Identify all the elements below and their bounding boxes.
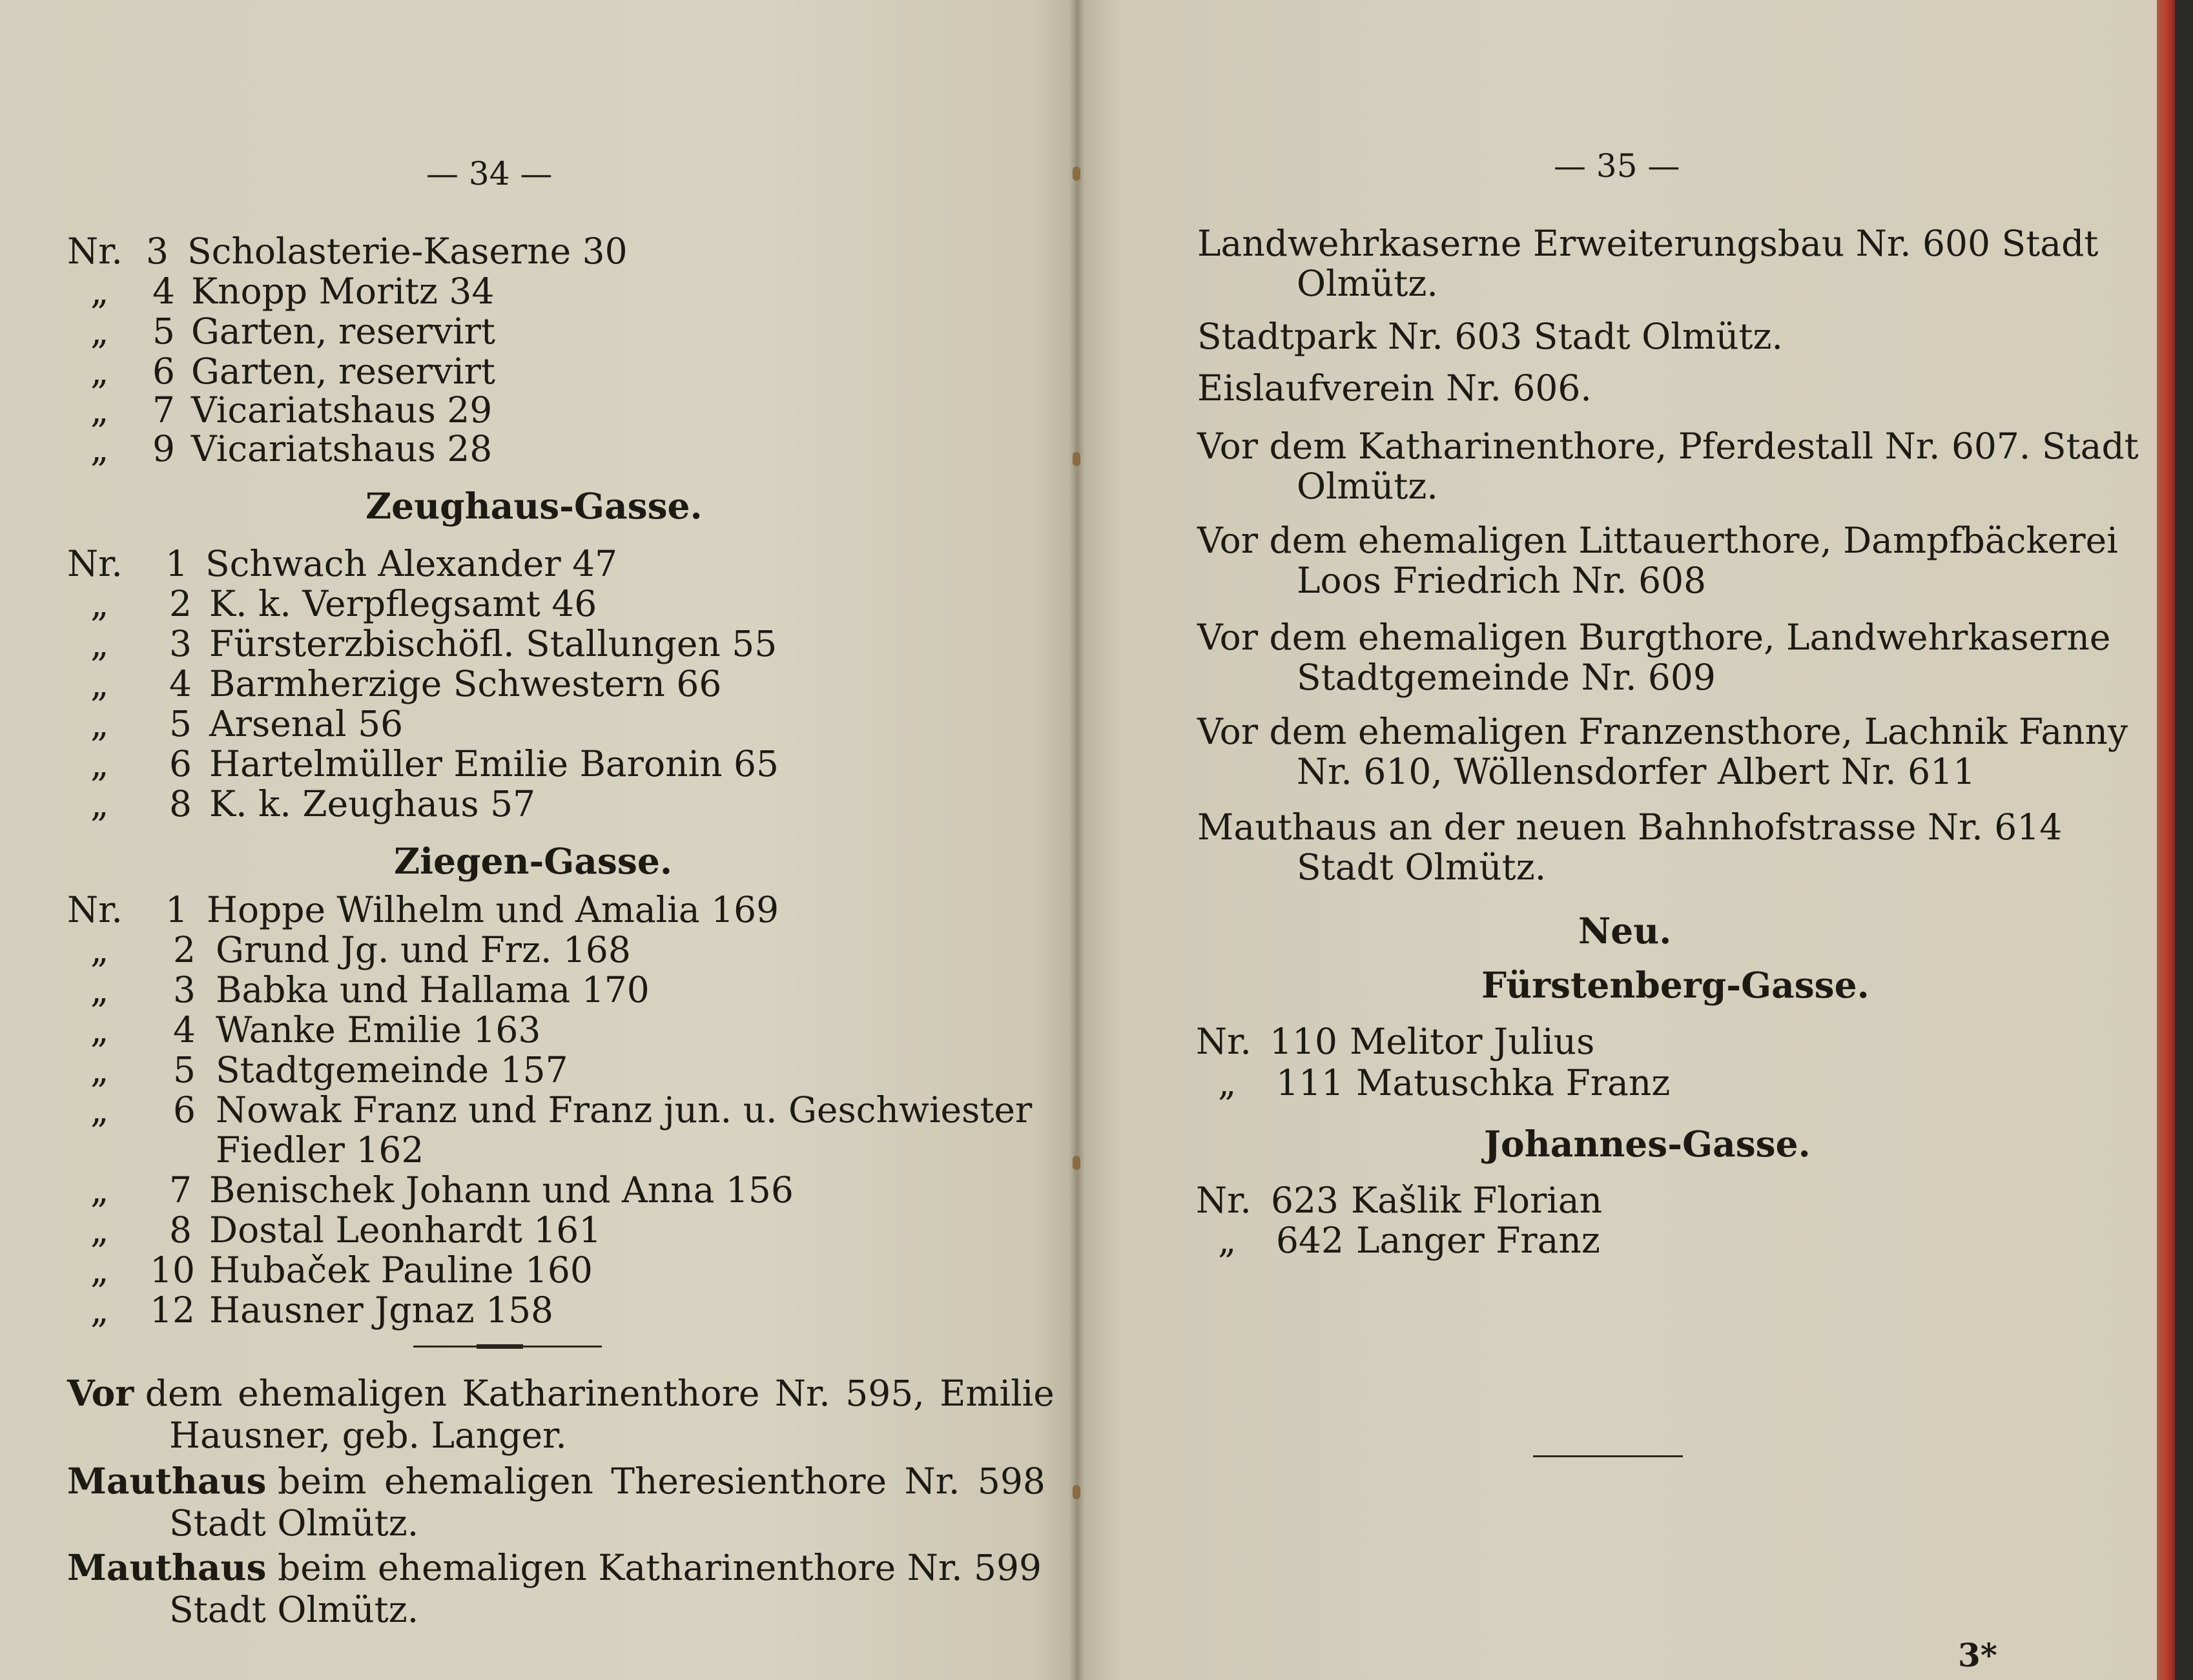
list-prefix: „ bbox=[90, 969, 109, 1010]
list-prefix: „ bbox=[90, 1049, 109, 1091]
entry-line bbox=[67, 1372, 1055, 1414]
list-item: Vicariatshaus 29 bbox=[191, 389, 493, 431]
list-prefix: „ bbox=[90, 428, 109, 469]
entry-continuation: Stadt Olmütz. bbox=[169, 1502, 419, 1544]
list-prefix: „ bbox=[90, 1089, 109, 1131]
list-prefix: „ bbox=[90, 1009, 109, 1050]
list-number: 623 bbox=[1271, 1180, 1339, 1221]
end-rule bbox=[1533, 1455, 1683, 1457]
list-number: 642 bbox=[1276, 1220, 1344, 1261]
entry-line: Landwehrkaserne Erweiterungsbau Nr. 600 Stadt bbox=[1197, 223, 2099, 264]
list-item: Schwach Alexander 47 bbox=[205, 543, 618, 584]
entry-line: Eislaufverein Nr. 606. bbox=[1197, 367, 1592, 409]
binding-stitch bbox=[1073, 1485, 1080, 1499]
list-item: Wanke Emilie 163 bbox=[216, 1009, 541, 1050]
entry-line: Vor dem ehemaligen Burgthore, Landwehrkaserne bbox=[1197, 617, 2111, 658]
list-item: Grund Jg. und Frz. 168 bbox=[216, 929, 631, 970]
list-number: 5 bbox=[173, 1049, 196, 1091]
entry-line: Stadtpark Nr. 603 Stadt Olmütz. bbox=[1197, 316, 1783, 357]
entry-line: Mauthaus an der neuen Bahnhofstrasse Nr. 614 bbox=[1197, 806, 2063, 848]
entry-lead: Mauthaus bbox=[67, 1546, 267, 1588]
section-heading-ziegen: Ziegen-Gasse. bbox=[394, 840, 672, 882]
entry-continuation: Olmütz. bbox=[1297, 466, 1438, 507]
list-item: Babka und Hallama 170 bbox=[216, 969, 650, 1010]
list-prefix: „ bbox=[1218, 1220, 1237, 1261]
list-number: 3 bbox=[169, 623, 192, 664]
left-page bbox=[0, 0, 1077, 1680]
list-number: 12 bbox=[150, 1289, 195, 1331]
entry-continuation: Stadtgemeinde Nr. 609 bbox=[1297, 657, 1716, 698]
list-number: 2 bbox=[173, 929, 196, 970]
list-item: Benischek Johann und Anna 156 bbox=[209, 1169, 794, 1211]
list-item: Hoppe Wilhelm und Amalia 169 bbox=[207, 889, 779, 930]
list-prefix: Nr. bbox=[67, 543, 123, 584]
list-prefix: „ bbox=[90, 351, 109, 392]
list-number: 8 bbox=[169, 783, 192, 825]
entry-text: beim ehemaligen Theresienthore Nr. 598 bbox=[277, 1460, 1045, 1502]
list-item: K. k. Verpflegsamt 46 bbox=[209, 583, 597, 624]
list-prefix: „ bbox=[90, 389, 109, 431]
list-number: 9 bbox=[152, 428, 175, 469]
list-prefix: „ bbox=[90, 311, 109, 352]
list-prefix: Nr. bbox=[67, 889, 123, 930]
binding-stitch bbox=[1073, 452, 1080, 466]
entry-text: dem ehemaligen Katharinenthore Nr. 595, Emilie bbox=[145, 1373, 1055, 1414]
list-number: 4 bbox=[169, 663, 192, 704]
list-prefix: „ bbox=[90, 1289, 109, 1331]
list-prefix: „ bbox=[90, 1249, 109, 1291]
list-prefix: „ bbox=[90, 783, 109, 825]
list-number: 7 bbox=[152, 389, 175, 431]
list-number: 6 bbox=[152, 351, 175, 392]
list-item: Hartelmüller Emilie Baronin 65 bbox=[209, 743, 779, 784]
section-heading-johannes: Johannes-Gasse. bbox=[1484, 1123, 1811, 1165]
page-edge bbox=[2157, 0, 2175, 1680]
list-prefix: „ bbox=[90, 743, 109, 784]
list-number: 10 bbox=[150, 1249, 195, 1291]
entry-line: Vor dem ehemaligen Franzensthore, Lachnik Fanny bbox=[1197, 711, 2128, 752]
section-heading-neu: Neu. bbox=[1578, 910, 1672, 952]
list-prefix: Nr. bbox=[1196, 1180, 1251, 1221]
entry-continuation: Stadt Olmütz. bbox=[1297, 846, 1547, 888]
list-item: Melitor Julius bbox=[1350, 1021, 1595, 1062]
list-item: Matuschka Franz bbox=[1356, 1062, 1671, 1103]
list-number: 5 bbox=[152, 311, 175, 352]
entry-lead: Mauthaus bbox=[67, 1460, 267, 1502]
list-item: Vicariatshaus 28 bbox=[191, 428, 493, 469]
separator-rule-center bbox=[477, 1344, 523, 1349]
entry-line: Vor dem Katharinenthore, Pferdestall Nr. 607. Stadt bbox=[1197, 425, 2139, 467]
right-page bbox=[1077, 0, 2175, 1680]
binding-stitch bbox=[1073, 1156, 1080, 1170]
entry-continuation: Olmütz. bbox=[1297, 263, 1438, 304]
list-number: 110 bbox=[1270, 1021, 1337, 1062]
entry-continuation: Nr. 610, Wöllensdorfer Albert Nr. 611 bbox=[1297, 751, 1976, 792]
list-prefix: „ bbox=[90, 623, 109, 664]
list-number: 3 bbox=[146, 230, 169, 272]
section-heading-zeughaus: Zeughaus-Gasse. bbox=[366, 485, 703, 527]
list-number: 1 bbox=[165, 543, 188, 584]
entry-line bbox=[67, 1546, 1042, 1588]
list-item: Stadtgemeinde 157 bbox=[216, 1049, 568, 1091]
list-item-continuation: Fiedler 162 bbox=[216, 1129, 424, 1171]
list-prefix: „ bbox=[90, 1169, 109, 1211]
list-item: Garten, reservirt bbox=[191, 351, 496, 392]
list-item: Hubaček Pauline 160 bbox=[209, 1249, 593, 1291]
list-number: 3 bbox=[173, 969, 196, 1010]
list-item: Hausner Jgnaz 158 bbox=[209, 1289, 554, 1331]
list-item: Scholasterie-Kaserne 30 bbox=[187, 230, 628, 272]
entry-continuation: Loos Friedrich Nr. 608 bbox=[1297, 560, 1707, 601]
list-item: Barmherzige Schwestern 66 bbox=[209, 663, 722, 704]
list-prefix: „ bbox=[90, 271, 109, 312]
entry-text: beim ehemaligen Katharinenthore Nr. 599 bbox=[277, 1547, 1042, 1588]
list-prefix: Nr. bbox=[1196, 1021, 1251, 1062]
list-prefix: „ bbox=[90, 703, 109, 744]
page-number: — 34 — bbox=[426, 155, 553, 192]
list-item: Langer Franz bbox=[1356, 1220, 1600, 1261]
list-prefix: „ bbox=[90, 929, 109, 970]
list-prefix: Nr. bbox=[67, 230, 123, 272]
entry-line bbox=[67, 1460, 1045, 1502]
entry-line: Vor dem ehemaligen Littauerthore, Dampfbäckerei bbox=[1197, 520, 2118, 561]
signature-mark: 3* bbox=[1958, 1636, 1997, 1674]
list-number: 1 bbox=[165, 889, 188, 930]
list-number: 4 bbox=[173, 1009, 196, 1050]
list-number: 6 bbox=[173, 1089, 196, 1131]
list-item: Kašlik Florian bbox=[1351, 1180, 1603, 1221]
list-item: Nowak Franz und Franz jun. u. Geschwiester bbox=[216, 1089, 1033, 1131]
entry-lead: Vor bbox=[67, 1372, 134, 1414]
list-prefix: „ bbox=[90, 663, 109, 704]
list-number: 8 bbox=[169, 1209, 192, 1251]
list-item: Garten, reservirt bbox=[191, 311, 496, 352]
book-gutter bbox=[1069, 0, 1085, 1680]
list-item: Dostal Leonhardt 161 bbox=[209, 1209, 602, 1251]
list-number: 6 bbox=[169, 743, 192, 784]
list-number: 2 bbox=[169, 583, 192, 624]
list-number: 111 bbox=[1276, 1062, 1344, 1103]
list-item: K. k. Zeughaus 57 bbox=[209, 783, 536, 825]
binding-stitch bbox=[1073, 167, 1080, 181]
list-number: 7 bbox=[169, 1169, 192, 1211]
list-item: Knopp Moritz 34 bbox=[191, 271, 495, 312]
page-number: — 35 — bbox=[1554, 147, 1680, 185]
section-heading-fuerstenberg: Fürstenberg-Gasse. bbox=[1481, 964, 1869, 1006]
list-number: 4 bbox=[152, 271, 175, 312]
entry-continuation: Stadt Olmütz. bbox=[169, 1589, 419, 1630]
list-number: 5 bbox=[169, 703, 192, 744]
list-prefix: „ bbox=[90, 583, 109, 624]
list-item: Arsenal 56 bbox=[209, 703, 404, 744]
list-item: Fürsterzbischöfl. Stallungen 55 bbox=[209, 623, 777, 664]
entry-continuation: Hausner, geb. Langer. bbox=[169, 1415, 567, 1456]
list-prefix: „ bbox=[90, 1209, 109, 1251]
list-prefix: „ bbox=[1218, 1062, 1237, 1103]
